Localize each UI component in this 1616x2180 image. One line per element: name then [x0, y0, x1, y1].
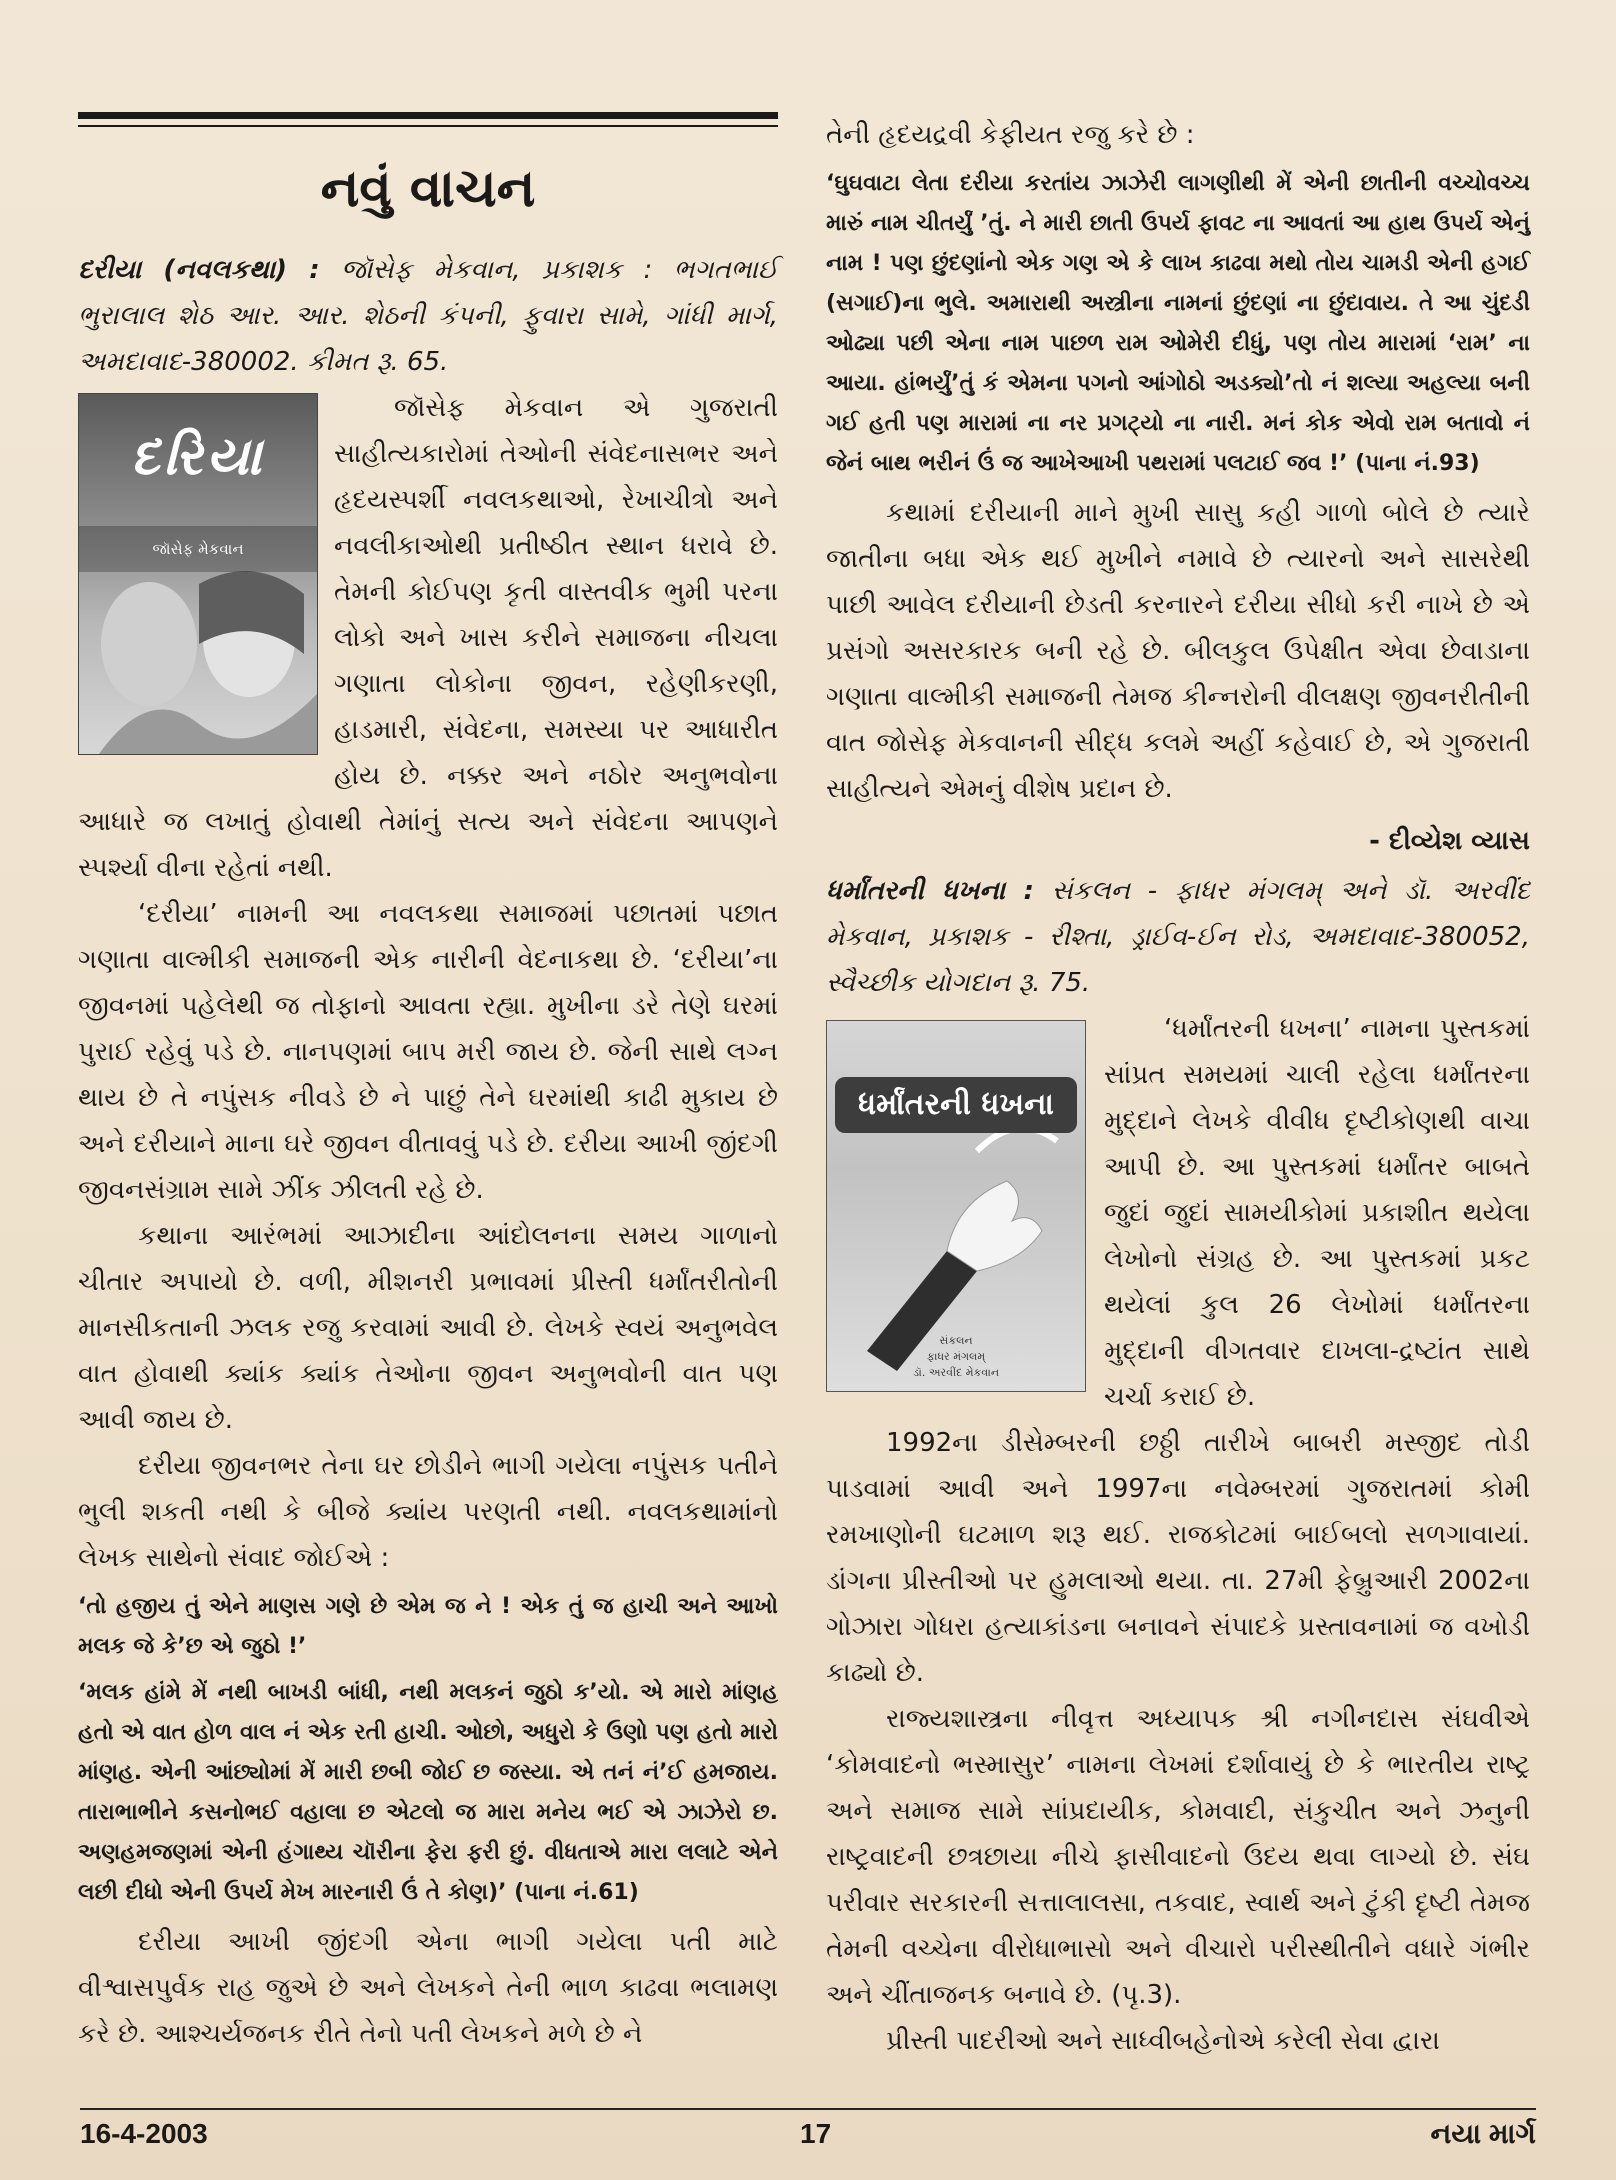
review1-quote-2: ‘મલક હાંમે મેં નથી બાખડી બાંધી, નથી મલકનં જુઠો ક’યો. એ મારો માંણહ હતો એ વાત હોળ વાલ નં એક રતી હાચી. ઓછો, અધુરો કે ઉણો પણ હતો મારો માંણહ. એની આંછ્યોમાં મેં મારી છબી જોઈ છ જસ્યા. એ તનં નં’ઈ હમજાય. તારાભાભીને કસનોભઈ વહાલા છ એટલો જ મારા મનેય ભઈ એ ઝાઝેરો છ. અણહમજણમાં એની હંગાથ્ય ચૉરીના ફેરા ફરી છું. વીધતાએ મારા લલાટે એને લછી દીધો એની ઉપર્ય મેખ મારનારી ઉં તે કોણ)’ (પાના નં.61) — [78, 1680, 778, 1905]
review1-book-details: જૉસેફ મેકવાન, પ્રકાશક : ભગતભાઈ ભુરાલાલ શેઠ આર. આર. શેઠની કંપની, ફુવારા સામે, ગાંધી માર્ગ, અમદાવાદ-380002. કીમત રૂ. 65. — [78, 255, 778, 377]
footer-magazine-name: નયા માર્ગ — [1430, 2118, 1536, 2149]
review1-paragraph-7: કથામાં દરીયાની માને મુખી સાસુ કહી ગાળો બોલે છે ત્યારે જાતીના બધા એક થઈ મુખીને નમાવે છે ત્યારનો અને સાસરેથી પાછી આવેલ દરીયાની છેડતી કરનારને દરીયા સીધો કરી નાખે છે એ પ્રસંગો અસરકારક બની રહે છે. બીલકુલ ઉપેક્ષીત એવા છેવાડાના ગણાતા વાલ્મીકી સમાજની તેમજ કીન્નરોની વીલક્ષણ જીવનરીતીની વાત જોસેફ મેકવાનની સીદ્ધ કલમે અહીં કહેવાઈ છે, એ ગુજરાતી સાહીત્યને એમનું વીશેષ પ્રદાન છે. — [826, 498, 1530, 804]
right-column — [826, 112, 1530, 2064]
title-rule-thin — [78, 125, 778, 127]
review2-book-details: સંકલન - ફાધર મંગલમ્ અને ડૉ. અરવીંદ મેકવાન, પ્રકાશક - રીશ્તા, ડ્રાઈવ-ઈન રોડ, અમદાવાદ-380052, સ્વૈચ્છીક યોગદાન રૂ. 75. — [826, 876, 1530, 998]
review2-paragraph-3: રાજ્યશાસ્ત્રના નીવૃત્ત અધ્યાપક શ્રી નગીનદાસ સંઘવીએ ‘કોમવાદનો ભસ્માસુર’ નામના લેખમાં દર્શાવાયું છે કે ભારતીય રાષ્ટ્ર અને સમાજ સામે સાંપ્રદાયીક, કોમવાદી, સંકુચીત અને ઝનુની રાષ્ટ્રવાદની છત્રછાયા નીચે ફાસીવાદનો ઉદય થવા લાગ્યો છે. સંઘ પરીવાર સરકારની સત્તાલાલસા, તકવાદ, સ્વાર્થ અને ટુંકી દૃષ્ટી તેમજ તેમની વચ્ચેના વીરોધાભાસો અને વીચારો પરીસ્થીતીને વધારે ગંભીર અને ચીંતાજનક બનાવે છે. (પૃ.3). — [826, 1704, 1530, 2010]
review2-paragraph-1: ‘ધર્માંતરની ધખના’ નામના પુસ્તકમાં સાંપ્રત સમયમાં ચાલી રહેલા ધર્માંતરના મુદ્દાને લેખકે વીવીધ દૃષ્ટીકોણથી વાચા આપી છે. આ પુસ્તકમાં ધર્માંતર બાબતે જુદાં જુદાં સામયીકોમાં પ્રકાશીત થયેલા લેખોનો સંગ્રહ છે. આ પુસ્તકમાં પ્રકટ થયેલાં કુલ 26 લેખોમાં ધર્માંતરના મુદ્દાની વીગતવાર દાખલા-દ્રષ્ટાંત સાથે ચર્ચા કરાઈ છે. — [1104, 1014, 1530, 1412]
footer-page-number: 17 — [800, 2118, 832, 2149]
left-column — [78, 112, 778, 2057]
review1-signature: - દીવ્યેશ વ્યાસ — [1369, 826, 1530, 856]
page-footer — [80, 2118, 1536, 2158]
review1-book-info — [78, 247, 778, 385]
book-cover-dariya — [78, 393, 318, 755]
review1-paragraph-2: ‘દરીયા’ નામની આ નવલકથા સમાજમાં પછાતમાં પછાત ગણાતા વાલ્મીકી સમાજની એક નારીની વેદનાકથા છે. ‘દરીયા’ના જીવનમાં પહેલેથી જ તોફાનો આવતા રહ્યા. મુખીના ડરે તેણે ઘરમાં પુરાઈ રહેવું પડે છે. નાનપણમાં બાપ મરી જાય છે. જેની સાથે લગ્ન થાય છે તે નપુંસક નીવડે છે ને પાછું તેને ઘરમાંથી કાઢી મુકાય છે અને દરીયાને માના ઘરે જીવન વીતાવવું પડે છે. દરીયા આખી જીંદગી જીવનસંગ્રામ સામે ઝીંક ઝીલતી રહે છે. — [78, 899, 778, 1205]
cover-author: જૉસેફ મેકવાન — [79, 526, 317, 572]
review1-quote-3: ‘ઘુઘવાટા લેતા દરીયા કરતાંય ઝાઝેરી લાગણીથી મેં એની છાતીની વચ્ચોવચ્ચ મારું નામ ચીતર્યું ’તું. ને મારી છાતી ઉપર્ય ફાવટ ના આવતાં આ હાથ ઉપર્ય એનું નામ ! પણ છુંદણાંનો એક ગણ એ કે લાખ કાઢવા મથો તોય ચામડી એની હગઈ (સગાઈ)ના ભુલે. અમારાથી અસ્ત્રીના નામનાં છુંદણાં ના છુંદાવાય. તે આ ચુંદડી ઓઢ્યા પછી એના નામ પાછળ રામ ઓમેરી દીધું, પણ તોય મારામાં ‘રામ’ ના આયા. હાંભર્યું’તું કં એમના પગનો આંગોઠો અડક્યો’તો નં શલ્યા અહલ્યા બની ગઈ હતી પણ મારામાં ના નર પ્રગટ્યો ના નારી. મનં કોક એવો રામ બતાવો નં જેનં બાથ ભરીનં ઉં જ આખેઆખી પથરામાં પલટાઈ જવ !’ (પાના નં.93) — [826, 171, 1530, 476]
review1-book-title: દરીયા (નવલકથા) : — [78, 255, 320, 285]
review2-book-info — [826, 868, 1530, 1006]
footer-rule — [80, 2108, 1536, 2110]
section-title: નવું વાચન — [320, 159, 536, 219]
footer-date: 16-4-2003 — [80, 2118, 208, 2149]
review1-quote-1: ‘તો હજીય તું એને માણસ ગણે છે એમ જ ને ! એક તું જ હાચી અને આખો મલક જે કે’છ એ જુઠો !’ — [78, 1594, 778, 1659]
cover2-credit: સંકલન ફાધર મંગલમ્ ડૉ. અરવીંદ મેકવાન — [912, 1334, 1000, 1379]
review2-paragraph-2: 1992ના ડીસેમ્બરની છઠ્ઠી તારીખે બાબરી મસ્જીદ તોડી પાડવામાં આવી અને 1997ના નવેમ્બરમાં ગુજરાતમાં કોમી રમખાણોની ઘટમાળ શરૂ થઈ. રાજકોટમાં બાઈબલો સળગાવાયાં. ડાંગના પ્રીસ્તીઓ પર હુમલાઓ થયા. તા. 27મી ફેબ્રુઆરી 2002ના ગોઝારા ગોધરા હત્યાકાંડના બનાવને સંપાદકે પ્રસ્તાવનામાં જ વખોડી કાઢ્યો છે. — [826, 1428, 1530, 1688]
review1-paragraph-5: દરીયા આખી જીંદગી એના ભાગી ગયેલા પતી માટે વીશ્વાસપુર્વક રાહ જુએ છે અને લેખકને તેની ભાળ કાઢવા ભલામણ કરે છે. આશ્ચર્યજનક રીતે તેનો પતી લેખકને મળે છે ને — [78, 1927, 778, 2049]
review1-paragraph-3: કથાના આરંભમાં આઝાદીના આંદોલનના સમય ગાળાનો ચીતાર અપાયો છે. વળી, મીશનરી પ્રભાવમાં પ્રીસ્તી ધર્માંતરીતોની માનસીકતાની ઝલક રજુ કરવામાં આવી છે. લેખકે સ્વયં અનુભવેલ વાત હોવાથી ક્યાંક ક્યાંક તેઓના જીવન અનુભવોની વાત પણ આવી જાય છે. — [78, 1221, 778, 1435]
review2-book-title: ધર્માંતરની ધખના : — [826, 876, 1034, 906]
review1-paragraph-4: દરીયા જીવનભર તેના ઘર છોડીને ભાગી ગયેલા નપુંસક પતીને ભુલી શકતી નથી કે બીજે ક્યાંય પરણતી નથી. નવલકથામાંનો લેખક સાથેનો સંવાદ જોઈએ : — [78, 1451, 778, 1573]
review1-paragraph-1: જૉસેફ મેકવાન એ ગુજરાતી સાહીત્યકારોમાં તેઓની સંવેદનાસભર અને હૃદયસ્પર્શી નવલકથાઓ, રેખાચીત્રો અને નવલીકાઓથી પ્રતીષ્ઠીત સ્થાન ધરાવે છે. તેમની કોઈપણ કૃતી વાસ્તવીક ભુમી પરના લોકો અને ખાસ કરીને સમાજના નીચલા ગણાતા લોકોના જીવન, રહેણીકરણી, હાડમારી, સંવેદના, સમસ્યા પર આધારીત હોય છે. નક્કર અને નઠોર અનુભવોના આધારે જ લખાતું હોવાથી તેમાંનું સત્ય અને સંવેદના આપણને સ્પર્શ્યા વીના રહેતાં નથી. — [78, 393, 778, 883]
book-cover-dharmantar — [826, 1020, 1086, 1392]
cover-title: દરિયા — [130, 427, 266, 487]
review2-paragraph-4: પ્રીસ્તી પાદરીઓ અને સાધ્વીબહેનોએ કરેલી સેવા દ્વારા — [886, 2026, 1440, 2056]
title-rule-thick — [78, 112, 778, 119]
review1-paragraph-6: તેની હૃદયદ્રવી કેફીયત રજુ કરે છે : — [826, 120, 1195, 150]
cover2-title: ધર્માંતરની ધખના — [835, 1077, 1077, 1133]
